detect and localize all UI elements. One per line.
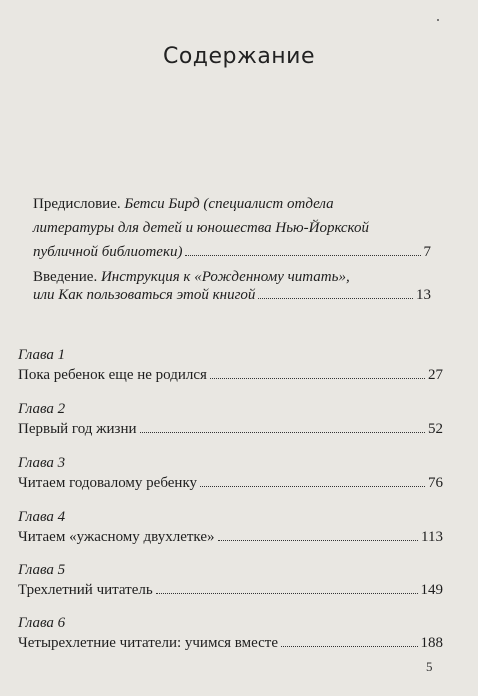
toc-entry-chapter-5[interactable] [18,579,443,601]
page-number: 76 [428,475,443,491]
dot-leader [210,378,425,379]
dot-leader [218,540,419,541]
page-number: 113 [421,529,443,545]
page-number: 52 [428,421,443,437]
page-number: 149 [420,582,443,598]
entry-italic-line: публичной библиотеки) [33,244,183,260]
entry-italic-line: литературы для детей и юношества Нью-Йоркской [33,220,369,236]
toc-entry-chapter-4[interactable] [18,526,443,548]
page-title: Содержание [162,44,316,69]
toc-entry-chapter-1[interactable] [18,364,443,386]
chapter-label-5: Глава 5 [18,562,66,578]
chapter-label-3: Глава 3 [18,455,66,471]
entry-label: Введение. [33,269,98,285]
dot-leader [200,486,425,487]
toc-entry-chapter-6[interactable] [18,632,443,654]
page-folio: 5 [426,659,433,674]
entry-label: Предисловие. [33,196,121,212]
chapter-label-1: Глава 1 [18,347,66,363]
entry-italic-line: Инструкция к «Рожденному читать», [100,269,350,285]
toc-entry-foreword-line2 [0,216,478,240]
toc-entry-introduction-line2 [0,283,478,307]
page-number: 188 [420,635,443,651]
chapter-title: Читаем годовалому ребенку [18,475,198,491]
toc-entry-chapter-3[interactable] [18,472,443,494]
page-speck [437,19,439,21]
entry-italic-line: Бетси Бирд (специалист отдела [124,196,334,212]
chapter-label-6: Глава 6 [18,615,66,631]
page-number: 13 [416,287,431,303]
chapter-title: Первый год жизни [18,421,137,437]
chapter-label-4: Глава 4 [18,509,66,525]
chapter-title: Пока ребенок еще не родился [18,367,207,383]
chapter-title: Четырехлетние читатели: учимся вместе [18,635,278,651]
dot-leader [258,298,413,299]
dot-leader [185,255,420,256]
toc-entry-chapter-2[interactable] [18,418,443,440]
dot-leader [281,646,418,647]
page-number: 7 [423,244,431,260]
toc-entry-foreword[interactable] [0,192,478,216]
toc-entry-foreword-line3 [0,240,478,264]
chapter-label-2: Глава 2 [18,401,66,417]
dot-leader [156,593,418,594]
page-number: 27 [428,367,443,383]
entry-italic-line: или Как пользоваться этой книгой [33,287,256,303]
chapter-title: Трехлетний читатель [18,582,153,598]
chapter-title: Читаем «ужасному двухлетке» [18,529,215,545]
dot-leader [140,432,425,433]
